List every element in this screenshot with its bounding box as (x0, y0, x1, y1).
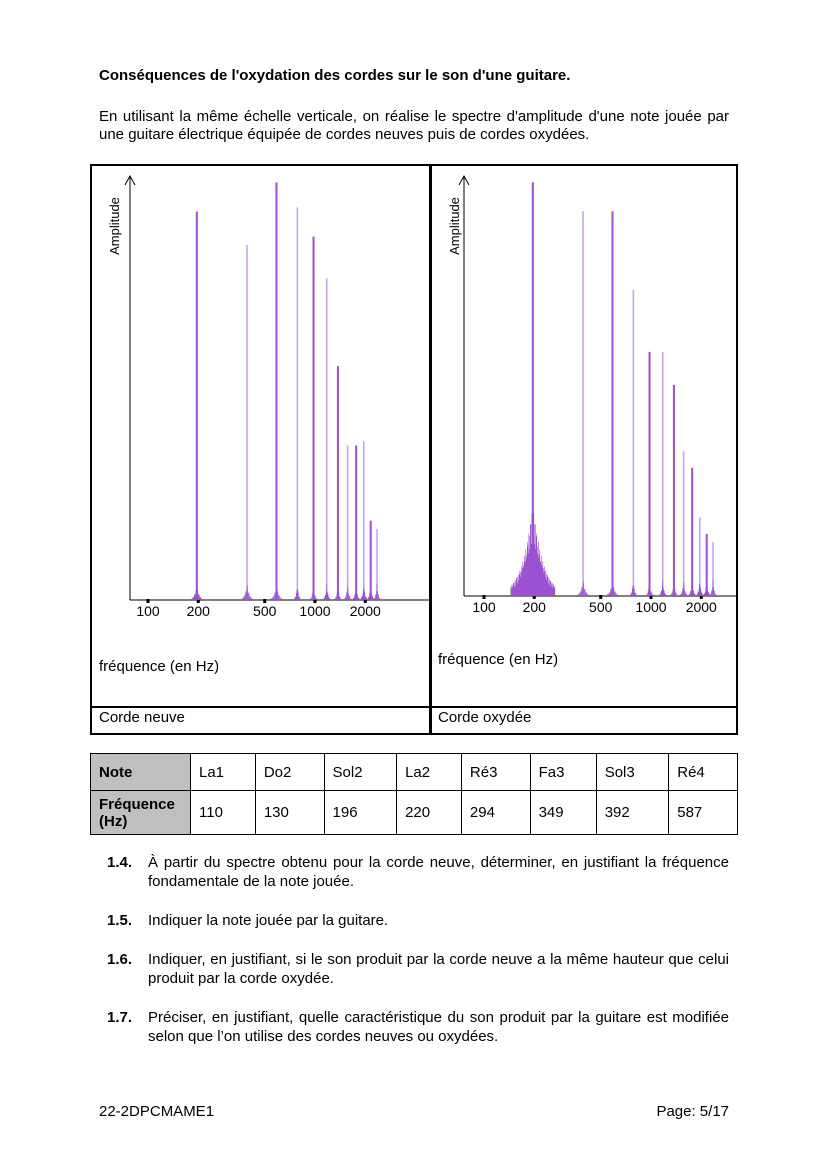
question-number: 1.7. (107, 1009, 133, 1026)
notes-frequency-table (90, 753, 738, 835)
xlabel-corde-oxydee: fréquence (en Hz) (438, 651, 559, 668)
table-cell-frequency: 392 (596, 791, 669, 835)
footer-page-number: Page: 5/17 (656, 1103, 729, 1120)
table-cell-note: La1 (191, 754, 256, 791)
table-cell-note: Sol2 (324, 754, 397, 791)
spectrum-peak (294, 207, 300, 600)
spectrum-peak (607, 211, 617, 596)
question-item (107, 853, 729, 891)
spectrum-peak (647, 352, 653, 596)
spectra-figure (90, 164, 738, 735)
table-cell-frequency: 587 (669, 791, 738, 835)
spectrum-peak (324, 278, 330, 600)
spectrum-peak (353, 445, 359, 600)
x-tick-label: 500 (589, 599, 613, 615)
table-header-frequence: Fréquence (Hz) (91, 791, 191, 835)
table-cell-frequency: 294 (461, 791, 530, 835)
spectrum-peak (311, 237, 317, 600)
figure-divider-horizontal (92, 706, 736, 708)
question-text: Préciser, en justifiant, quelle caractéristique du son produit par la guitare est modifiée selon que l’on utilise des cordes neuves ou oxydées. (148, 1009, 729, 1045)
x-tick-label: 1000 (299, 603, 331, 619)
table-cell-note: La2 (397, 754, 462, 791)
table-cell-frequency: 110 (191, 791, 256, 835)
table-header-note: Note (91, 754, 191, 791)
spectrum-chart-corde-neuve (92, 166, 429, 706)
spectrum-peak (704, 534, 710, 596)
table-row-frequencies (91, 791, 738, 835)
table-row-notes (91, 754, 738, 791)
table-cell-note: Sol3 (596, 754, 669, 791)
question-number: 1.6. (107, 951, 133, 968)
spectrum-peak (361, 441, 367, 600)
footer-document-code: 22-2DPCMAME1 (99, 1103, 215, 1120)
question-text: À partir du spectre obtenu pour la corde neuve, déterminer, en justifiant la fréquence fondamentale de la note jouée. (148, 854, 729, 890)
table-cell-note: Do2 (255, 754, 324, 791)
x-tick-label: 100 (136, 603, 160, 619)
spectrum-peak (689, 468, 695, 596)
spectrum-peak (511, 182, 555, 596)
spectrum-peak (271, 182, 281, 600)
x-tick-label: 2000 (349, 603, 381, 619)
spectrum-peak (335, 366, 341, 600)
question-text: Indiquer, en justifiant, si le son produit par la corde neuve a la même hauteur que celui produit par la corde oxydée. (148, 951, 729, 987)
x-tick-label: 1000 (635, 599, 667, 615)
spectrum-peak (671, 385, 677, 596)
spectrum-chart-corde-oxydee (432, 166, 738, 706)
x-tick-label: 200 (186, 603, 210, 619)
panel-corde-neuve (92, 166, 429, 706)
table-cell-note: Ré4 (669, 754, 738, 791)
caption-corde-neuve: Corde neuve (99, 709, 185, 726)
question-text: Indiquer la note jouée par la guitare. (148, 912, 389, 929)
spectrum-peak (578, 211, 588, 596)
table-cell-note: Ré3 (461, 754, 530, 791)
spectrum-peak (660, 352, 666, 596)
spectrum-peak (374, 529, 380, 600)
question-item (107, 911, 729, 930)
x-tick-label: 2000 (685, 599, 717, 615)
spectrum-peak (681, 451, 687, 596)
table-cell-note: Fa3 (530, 754, 596, 791)
xlabel-corde-neuve: fréquence (en Hz) (99, 658, 220, 675)
spectrum-peak (368, 521, 374, 600)
y-axis-label: Amplitude (107, 197, 122, 255)
question-item (107, 1008, 729, 1046)
spectrum-peak (192, 212, 202, 600)
spectrum-peak (242, 245, 252, 600)
x-tick-label: 200 (522, 599, 546, 615)
spectrum-peak (697, 517, 703, 596)
spectrum-peak (630, 290, 636, 596)
spectrum-peak (345, 445, 351, 600)
table-cell-frequency: 349 (530, 791, 596, 835)
panel-corde-oxydee (432, 166, 738, 706)
question-item (107, 950, 729, 988)
caption-corde-oxydee: Corde oxydée (438, 709, 532, 726)
intro-paragraph: En utilisant la même échelle verticale, on réalise le spectre d'amplitude d'une note jouée par une guitare électrique équipée de cordes neuves puis de cordes oxydées. (99, 108, 729, 143)
x-tick-label: 100 (472, 599, 496, 615)
table-cell-frequency: 196 (324, 791, 397, 835)
question-number: 1.4. (107, 854, 133, 871)
page-heading: Conséquences de l'oxydation des cordes sur le son d'une guitare. (99, 67, 571, 84)
y-axis-label: Amplitude (447, 197, 462, 255)
spectrum-peak (710, 542, 716, 596)
question-number: 1.5. (107, 912, 133, 929)
table-cell-frequency: 130 (255, 791, 324, 835)
table-cell-frequency: 220 (397, 791, 462, 835)
x-tick-label: 500 (253, 603, 277, 619)
